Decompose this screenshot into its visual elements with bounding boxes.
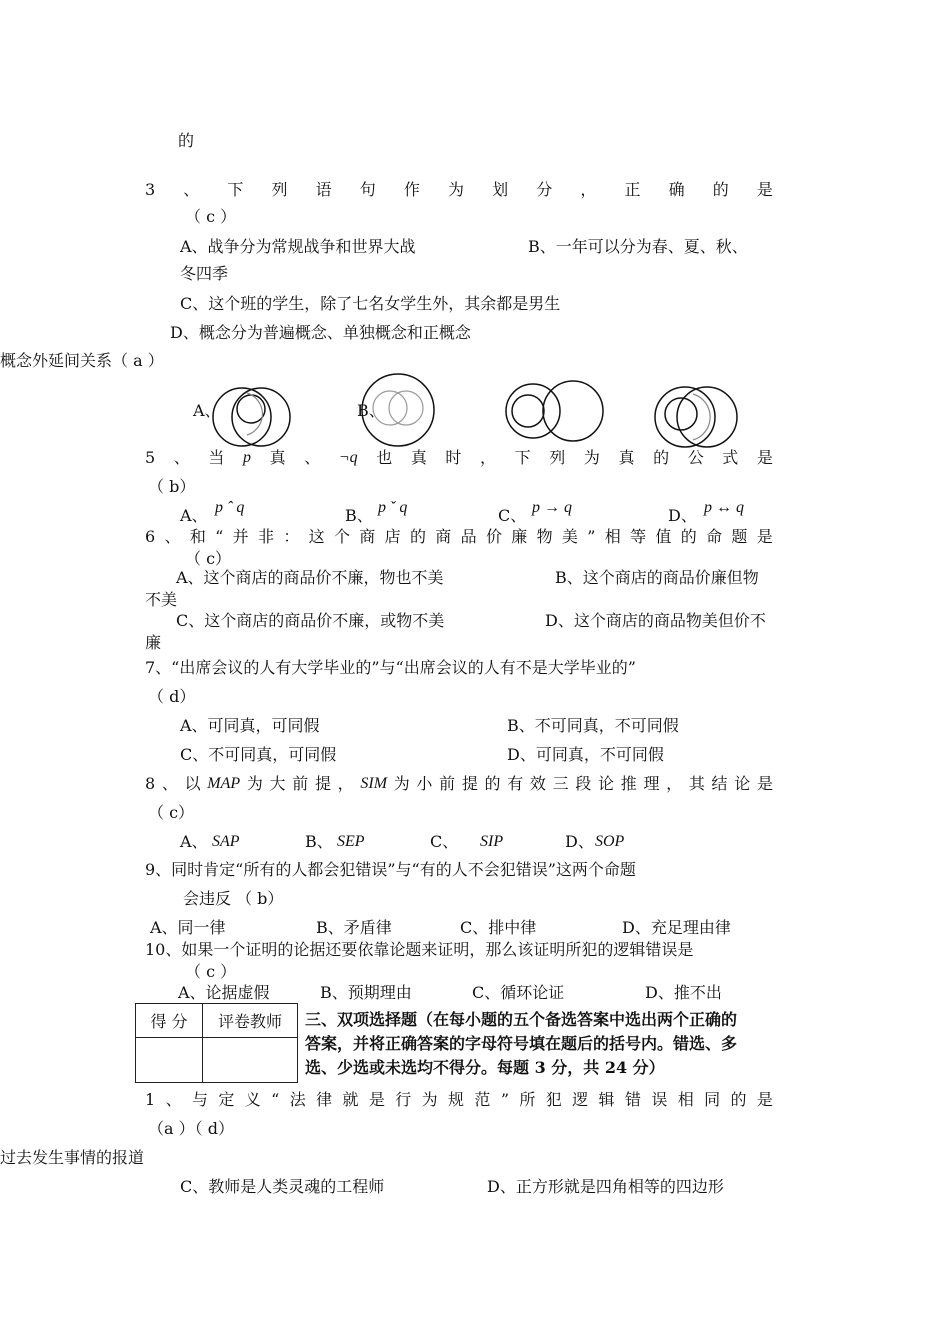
s3q1-stem-char: 义 (244, 1090, 261, 1109)
q10-option-d: D、推不出 (645, 983, 722, 1002)
s3q1-stem-char: 是 (368, 1090, 385, 1109)
q8-stem-char: 提 (461, 774, 478, 793)
q8-stem-char: 效 (529, 774, 546, 793)
q5-option-c-label: C、 (498, 506, 527, 525)
q8-stem-char: 以 (184, 774, 201, 793)
venn-diagram-b (362, 373, 442, 449)
q5-stem-char: ， (480, 448, 497, 467)
q8-stem-char: 提 (314, 774, 331, 793)
q6-stem-char: 题 (731, 527, 748, 546)
section3-title-line3: 选、少选或未选均不得分。每题 3 分，共 24 分） (305, 1058, 665, 1077)
s3q1-stem-char: 定 (218, 1090, 235, 1109)
q8-stem-char: 前 (292, 774, 309, 793)
q6-stem-char: ： (283, 527, 300, 546)
venn-diagram-d (653, 382, 743, 452)
q6-stem-char: 命 (706, 527, 723, 546)
s3q1-stem-char: 与 (191, 1090, 208, 1109)
q8-option-d-label: D、 (565, 832, 594, 851)
q10-option-a: A、论据虚假 (178, 983, 270, 1002)
q3-stem-char: 划 (492, 180, 509, 199)
q4-option-b-label: B、 (357, 401, 385, 420)
s3q1-stem-char: 是 (756, 1090, 773, 1109)
q5-option-a-label: A、 (180, 506, 208, 525)
score-cell[interactable] (136, 1038, 203, 1083)
q8-option-a-term: SAP (212, 833, 240, 850)
q8-stem-char: 论 (734, 774, 751, 793)
q8-stem-char: 大 (269, 774, 286, 793)
q3-stem-char: 作 (403, 180, 420, 199)
q5-stem-char: 下 (514, 448, 531, 467)
q8-stem-char: 为 (393, 774, 410, 793)
section3-title-line1: 三、双项选择题（在每小题的五个备选答案中选出两个正确的 (305, 1010, 738, 1029)
q6-stem-char: 并 (232, 527, 249, 546)
s3q1-stem-char: “ (271, 1090, 280, 1109)
q8-stem-char: 推 (620, 774, 637, 793)
q6-option-c: C、这个商店的商品价不廉，或物不美 (176, 611, 445, 630)
q3-stem-char: 下 (227, 180, 244, 199)
s3q1-stem-char: 犯 (545, 1090, 562, 1109)
q6-stem-char: 和 (189, 527, 206, 546)
q5-option-d-formula: p ↔ q (704, 499, 744, 516)
q5-option-c-formula: p → q (532, 499, 572, 516)
q6-stem-char: 是 (756, 527, 773, 546)
s3q1-stem-char: 1 (145, 1090, 156, 1109)
score-header: 得 分 (136, 1004, 203, 1038)
s3q1-stem-char: 逻 (572, 1090, 589, 1109)
s3q1-stem-char: 律 (316, 1090, 333, 1109)
q6-stem-char: 的 (409, 527, 426, 546)
q3-answer: （ c ） (185, 207, 237, 226)
q10-option-b: B、预期理由 (320, 983, 412, 1002)
s3q1-option-c: C、教师是人类灵魂的工程师 (180, 1177, 385, 1196)
q8-stem-char: 、 (161, 774, 178, 793)
q3-option-d: D、概念分为普遍概念、单独概念和正概念 (170, 323, 471, 342)
q8-answer: （ c） (148, 803, 195, 822)
q9-option-c: C、排中律 (460, 918, 537, 937)
q5-stem-char: 公 (687, 448, 704, 467)
q8-stem-char: 结 (711, 774, 728, 793)
q5-stem-char: 的 (653, 448, 670, 467)
section3-title-line2: 答案，并将正确答案的字母符号填在题后的括号内。错选、多 (305, 1034, 738, 1053)
q10-stem: 10、如果一个证明的论据还要依靠论题来证明，那么该证明所犯的逻辑错误是 (145, 940, 694, 959)
q8-stem-char: 8 (145, 774, 156, 793)
q5-stem-char: 时 (445, 448, 462, 467)
q6-stem-char: 这 (308, 527, 325, 546)
q5-answer: （ b） (148, 477, 196, 496)
q3-stem-char: ， (580, 180, 597, 199)
q3-stem-char: 列 (271, 180, 288, 199)
q4-option-a-label: A、 (193, 401, 221, 420)
venn-diagram-c (503, 379, 608, 449)
q3-stem-char: 确 (668, 180, 685, 199)
q7-option-a: A、可同真，可同假 (180, 716, 320, 735)
q8-stem-char: 是 (756, 774, 773, 793)
q10-answer: （ c ） (185, 962, 237, 981)
q6-stem-char: 值 (655, 527, 672, 546)
q6-stem (145, 527, 773, 547)
s3q1-stem-char: 法 (289, 1090, 306, 1109)
q8-stem-char: 前 (439, 774, 456, 793)
q5-stem-char: p (243, 449, 251, 466)
score-table (135, 1003, 298, 1083)
q8-stem-char: 其 (688, 774, 705, 793)
q8-stem (145, 774, 773, 794)
q6-stem-char: 、 (164, 527, 181, 546)
q3-option-a: A、战争分为常规战争和世界大战 (180, 237, 416, 256)
q8-option-d-term: SOP (595, 833, 625, 850)
s3q1-stem-char: 规 (448, 1090, 465, 1109)
q3-stem-char: 、 (183, 180, 200, 199)
s3q1-stem-char: 所 (519, 1090, 536, 1109)
s3q1-fragment: 过去发生事情的报道 (0, 1148, 145, 1167)
q7-option-c: C、不可同真，可同假 (180, 745, 337, 764)
q9-option-a: A、同一律 (150, 918, 226, 937)
q6-stem-char: 6 (145, 527, 156, 546)
q6-stem-char: 物 (536, 527, 553, 546)
q6-stem-char: 商 (435, 527, 452, 546)
q8-stem-char: 有 (507, 774, 524, 793)
s3q1-stem-char: 就 (342, 1090, 359, 1109)
q8-stem-char: 小 (416, 774, 433, 793)
q8-stem-char: 论 (598, 774, 615, 793)
q6-option-b-cont: 不美 (145, 590, 178, 609)
q6-stem-char: 非 (257, 527, 274, 546)
q3-stem-char: 的 (712, 180, 729, 199)
q5-stem-char: 式 (722, 448, 739, 467)
top-fragment: 的 (178, 131, 195, 150)
q8-stem-char: ， (666, 774, 683, 793)
q3-stem-char: 是 (756, 180, 773, 199)
q3-option-c: C、这个班的学生，除了七名女学生外，其余都是男生 (180, 294, 561, 313)
q3-option-b-cont: 冬四季 (180, 264, 229, 283)
q9-option-d: D、充足理由律 (622, 918, 731, 937)
q5-stem-char: 真 (618, 448, 635, 467)
q3-stem-char: 正 (624, 180, 641, 199)
q8-option-c-label: C、 (430, 832, 459, 851)
q8-option-c-term: SIP (480, 833, 504, 850)
q3-stem-char: 分 (536, 180, 553, 199)
q6-option-b: B、这个商店的商品价廉但物 (555, 568, 759, 587)
q3-stem-char: 3 (145, 180, 156, 199)
q8-option-b-label: B、 (305, 832, 333, 851)
grader-header: 评卷教师 (203, 1004, 298, 1038)
q6-stem-char: 美 (561, 527, 578, 546)
q5-option-b-label: B、 (345, 506, 373, 525)
q8-stem-char: 理 (643, 774, 660, 793)
q7-option-b: B、不可同真，不可同假 (507, 716, 679, 735)
q6-answer: （ c） (185, 549, 232, 568)
q5-stem-char: ¬q (338, 449, 358, 466)
q10-option-c: C、循环论证 (472, 983, 565, 1002)
q8-stem-char: 段 (575, 774, 592, 793)
q6-stem-char: 店 (384, 527, 401, 546)
q6-option-d: D、这个商店的商品物美但价不 (545, 611, 766, 630)
q6-stem-char: 等 (630, 527, 647, 546)
q5-stem-char: 、 (173, 448, 190, 467)
q5-stem-char: 5 (145, 448, 156, 467)
q6-option-d-cont: 廉 (145, 633, 162, 652)
s3q1-stem (145, 1090, 773, 1110)
q6-stem-char: 价 (485, 527, 502, 546)
q3-stem-char: 为 (448, 180, 465, 199)
q5-stem-char: 真 (269, 448, 286, 467)
s3q1-stem-char: 、 (165, 1090, 182, 1109)
q5-stem-char: 为 (583, 448, 600, 467)
q6-stem-char: 的 (680, 527, 697, 546)
q8-stem-char: MAP (207, 775, 241, 792)
q5-option-b-formula: p ˇ q (378, 499, 408, 516)
q7-answer: （ d） (148, 687, 196, 706)
grader-cell[interactable] (203, 1038, 298, 1083)
q8-stem-char: SIM (360, 775, 388, 792)
q6-stem-char: 商 (359, 527, 376, 546)
q5-stem-char: 是 (756, 448, 773, 467)
q5-stem-char: 也 (376, 448, 393, 467)
q5-stem-char: 当 (208, 448, 225, 467)
q6-stem-char: “ (215, 527, 224, 546)
s3q1-answer: （a ）（ d） (148, 1119, 234, 1138)
s3q1-stem-char: 为 (421, 1090, 438, 1109)
q6-stem-char: 相 (604, 527, 621, 546)
venn-diagram-a (205, 383, 305, 453)
q3-stem-char: 句 (359, 180, 376, 199)
s3q1-stem-char: 行 (395, 1090, 412, 1109)
q9-stem-cont: 会违反 （ b） (183, 889, 284, 908)
q5-stem-char: 列 (549, 448, 566, 467)
s3q1-stem-char: 同 (704, 1090, 721, 1109)
q5-stem-char: 、 (304, 448, 321, 467)
s3q1-stem-char: 辑 (598, 1090, 615, 1109)
q7-option-d: D、可同真，不可同假 (507, 745, 664, 764)
q6-stem-char: 个 (333, 527, 350, 546)
q5-stem-char: 真 (410, 448, 427, 467)
q8-stem-char: 为 (246, 774, 263, 793)
q7-stem: 7、“出席会议的人有大学毕业的”与“出席会议的人有不是大学毕业的” (145, 658, 636, 677)
s3q1-stem-char: 相 (677, 1090, 694, 1109)
q3-option-b: B、一年可以分为春、夏、秋、 (528, 237, 748, 256)
q6-option-a: A、这个商店的商品价不廉，物也不美 (176, 568, 444, 587)
q5-option-a-formula: p ˆ q (215, 499, 245, 516)
q9-stem: 9、同时肯定“所有的人都会犯错误”与“有的人不会犯错误”这两个命题 (145, 860, 636, 879)
q6-stem-char: 品 (460, 527, 477, 546)
s3q1-stem-char: ” (500, 1090, 509, 1109)
q4-stem-fragment: 概念外延间关系（ a ） (0, 351, 164, 370)
q3-stem (145, 180, 773, 200)
s3q1-stem-char: 的 (730, 1090, 747, 1109)
s3q1-stem-char: 范 (474, 1090, 491, 1109)
q8-stem-char: ， (337, 774, 354, 793)
q8-option-b-term: SEP (337, 833, 365, 850)
q5-option-d-label: D、 (668, 506, 697, 525)
q5-stem (145, 448, 773, 468)
q8-stem-char: 三 (552, 774, 569, 793)
s3q1-stem-char: 错 (624, 1090, 641, 1109)
q3-stem-char: 语 (315, 180, 332, 199)
q6-stem-char: 廉 (511, 527, 528, 546)
q8-option-a-label: A、 (180, 832, 208, 851)
s3q1-stem-char: 误 (651, 1090, 668, 1109)
q8-stem-char: 的 (484, 774, 501, 793)
s3q1-option-d: D、正方形就是四角相等的四边形 (487, 1177, 724, 1196)
q6-stem-char: ” (587, 527, 596, 546)
q9-option-b: B、矛盾律 (316, 918, 392, 937)
